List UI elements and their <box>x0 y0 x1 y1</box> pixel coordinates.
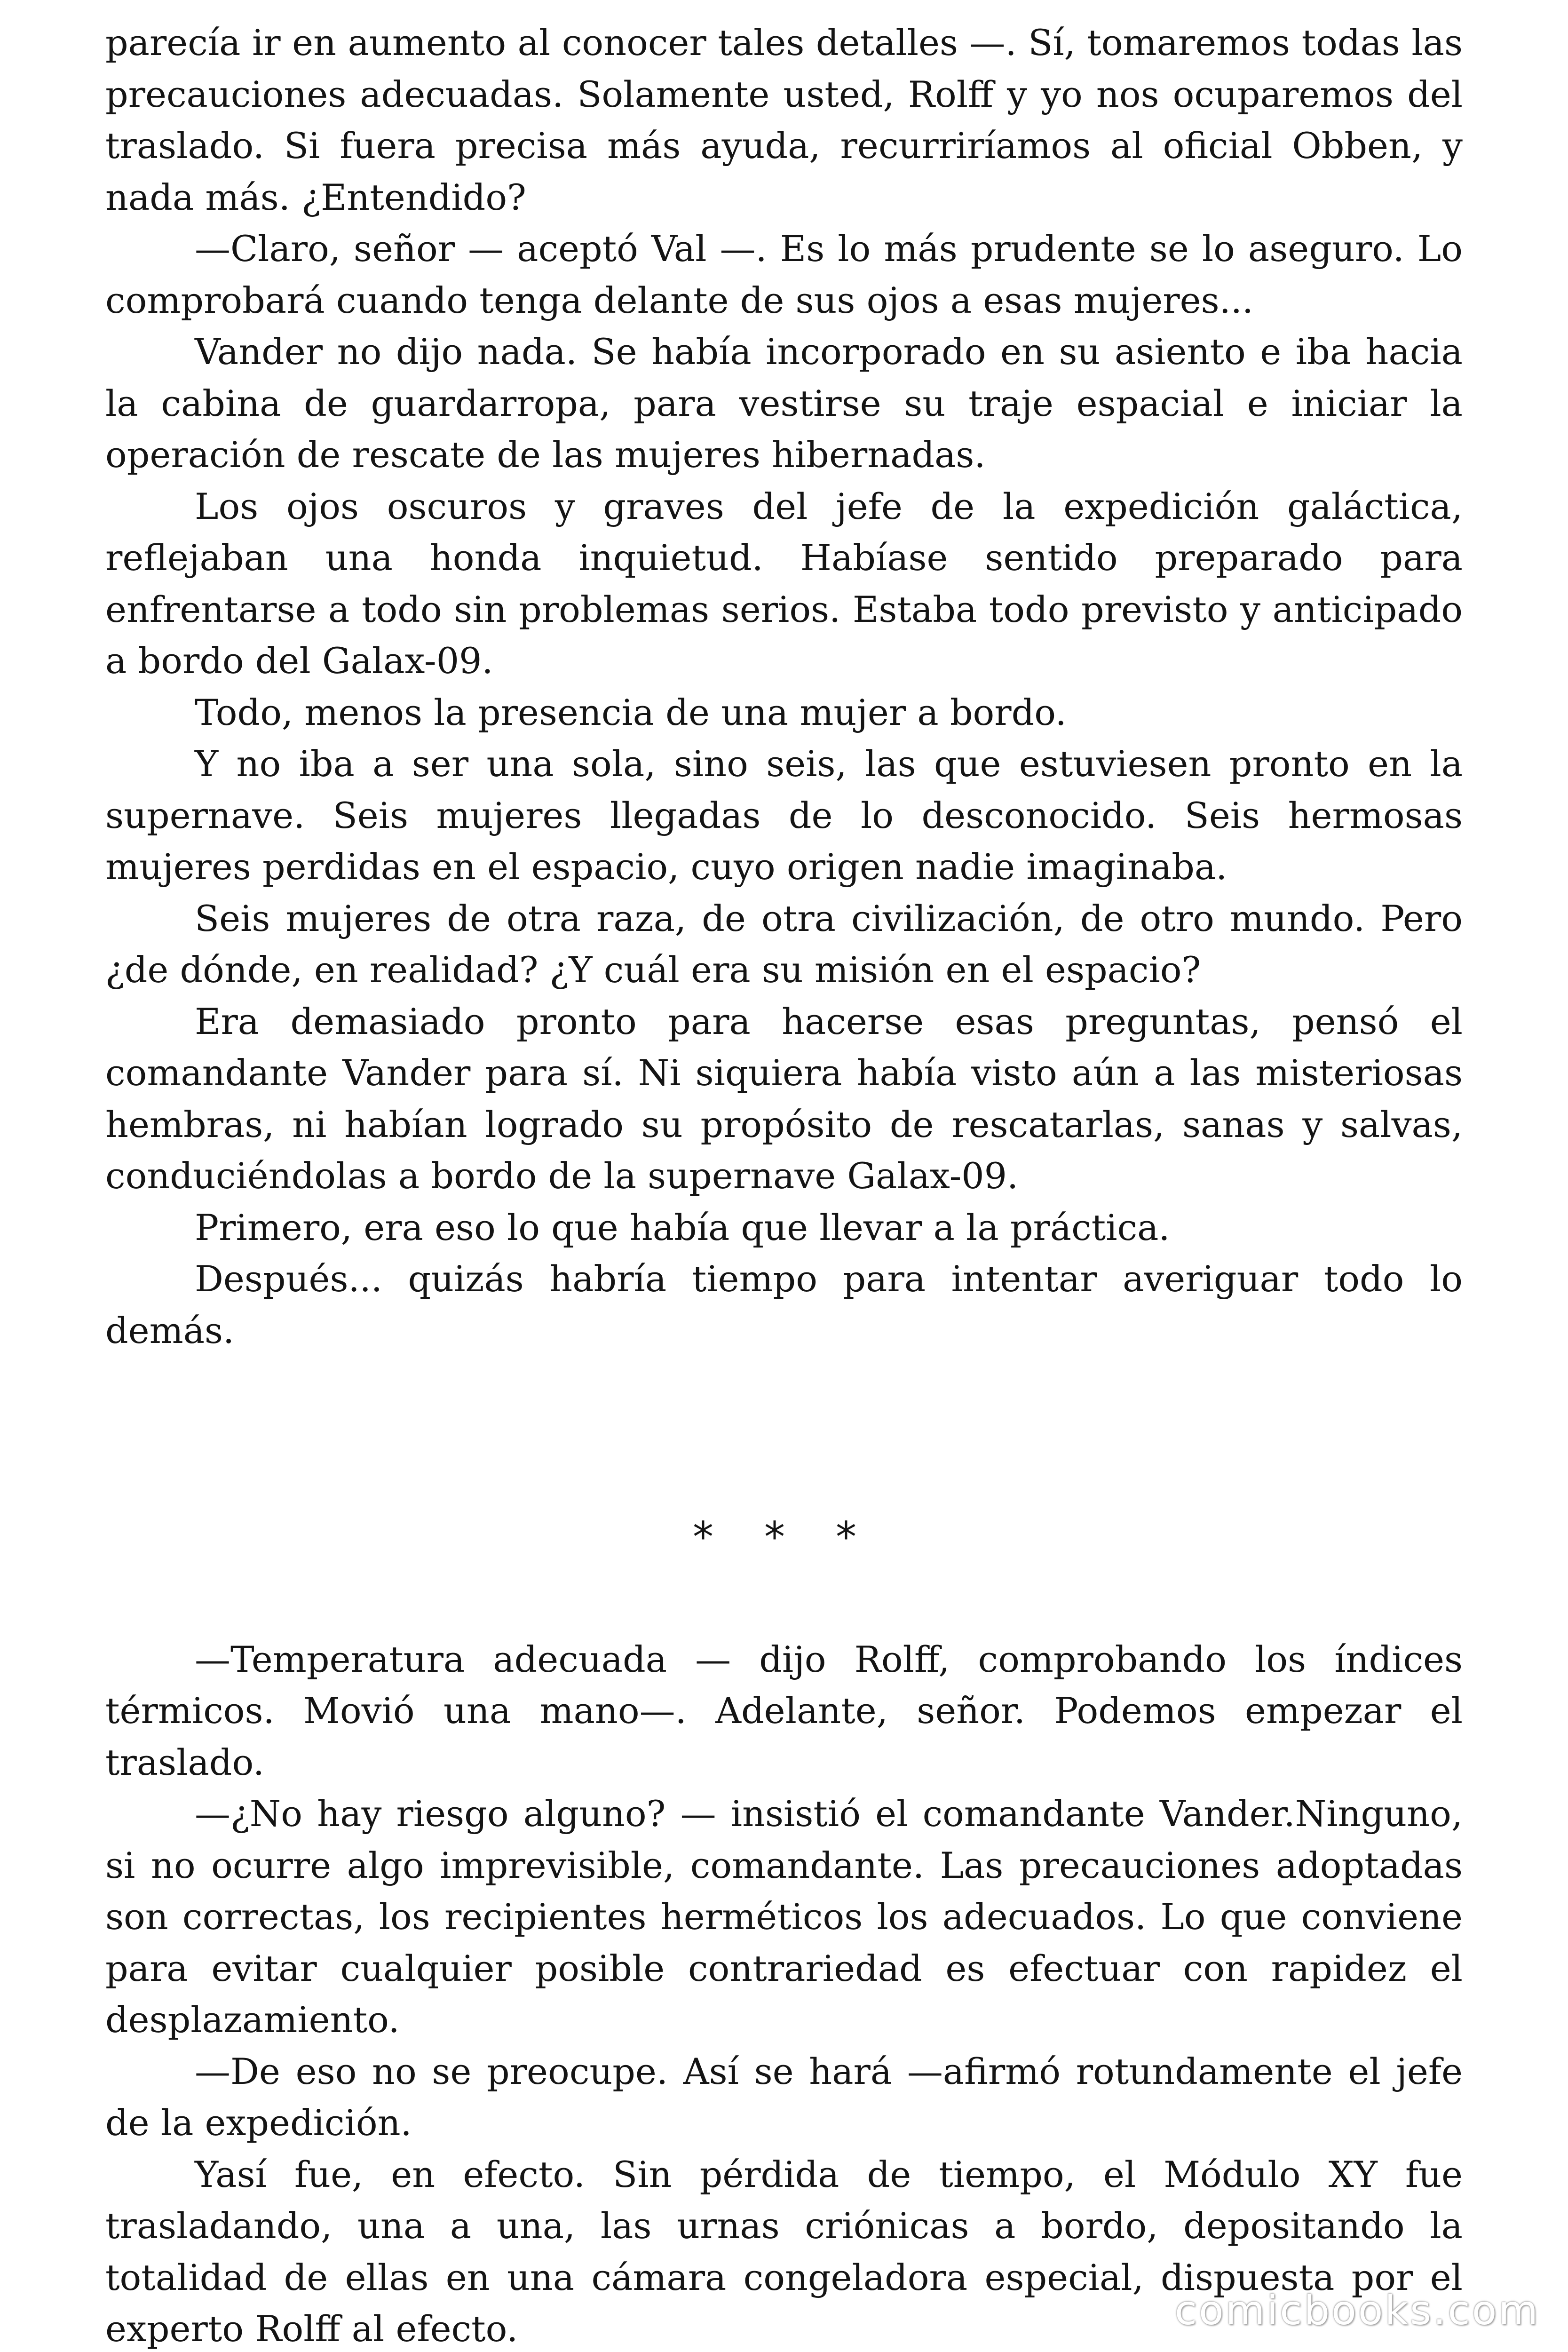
paragraph: —Temperatura adecuada — dijo Rolff, comprobando los índices térmicos. Movió una mano—. Adelante, señor. Podemos empezar el traslado. <box>105 1638 1463 1783</box>
paragraph: Después... quizás habría tiempo para intentar averiguar todo lo demás. <box>105 1258 1463 1351</box>
page-text <box>105 17 1463 2352</box>
paragraph: Todo, menos la presencia de una mujer a bordo. <box>195 691 1067 733</box>
paragraph: Vander no dijo nada. Se había incorporado en su asiento e iba hacia la cabina de guardarropa, para vestirse su traje espacial e iniciar la operación de rescate de las mujeres hibernadas. <box>105 331 1463 476</box>
section-separator: * * * <box>693 1513 875 1561</box>
paragraph: Y no iba a ser una sola, sino seis, las que estuviesen pronto en la supernave. Seis mujeres llegadas de lo desconocido. Seis hermosas mujeres perdidas en el espacio, cuyo origen nadie imaginaba. <box>105 743 1463 888</box>
paragraph: parecía ir en aumento al conocer tales detalles —. Sí, tomaremos todas las precauciones adecuadas. Solamente usted, Rolff y yo nos ocuparemos del traslado. Si fuera precisa más ayuda, recurriríamos al oficial Obben, y nada más. ¿Entendido? <box>105 22 1463 218</box>
watermark: comicbooks.com <box>1174 2287 1540 2334</box>
paragraph: Era demasiado pronto para hacerse esas preguntas, pensó el comandante Vander para sí. Ni siquiera había visto aún a las misteriosas hembras, ni habían logrado su propósito de rescatarlas, sanas y salvas, conduciéndolas a bordo de la supernave Galax-09. <box>105 1000 1463 1197</box>
section-continuation <box>105 1634 1463 2352</box>
paragraph: —¿No hay riesgo alguno? — insistió el comandante Vander.Ninguno, si no ocurre algo imprevisible, comandante. Las precauciones adoptadas son correctas, los recipientes herméticos los adecuados. Lo que conviene para evitar cualquier posible contrariedad es efectuar con rapidez el desplazamiento. <box>105 1793 1463 2041</box>
paragraph: Primero, era eso lo que había que llevar a la práctica. <box>195 1206 1170 1248</box>
paragraph: Seis mujeres de otra raza, de otra civilización, de otro mundo. Pero ¿de dónde, en realidad? ¿Y cuál era su misión en el espacio? <box>105 897 1463 991</box>
paragraph: Yasí fue, en efecto. Sin pérdida de tiempo, el Módulo XY fue trasladando, una a una, las urnas criónicas a bordo, depositando la totalidad de ellas en una cámara congeladora especial, dispuesta por el experto Rolff al efecto. <box>105 2153 1463 2350</box>
paragraph: Los ojos oscuros y graves del jefe de la expedición galáctica, reflejaban una honda inquietud. Habíase sentido preparado para enfrentarse a todo sin problemas serios. Estaba todo previsto y anticipado a bordo del Galax-09. <box>105 485 1463 682</box>
paragraph: —Claro, señor — aceptó Val —. Es lo más prudente se lo aseguro. Lo comprobará cuando tenga delante de sus ojos a esas mujeres... <box>105 228 1463 321</box>
paragraph: —De eso no se preocupe. Así se hará —afirmó rotundamente el jefe de la expedición. <box>105 2050 1463 2144</box>
